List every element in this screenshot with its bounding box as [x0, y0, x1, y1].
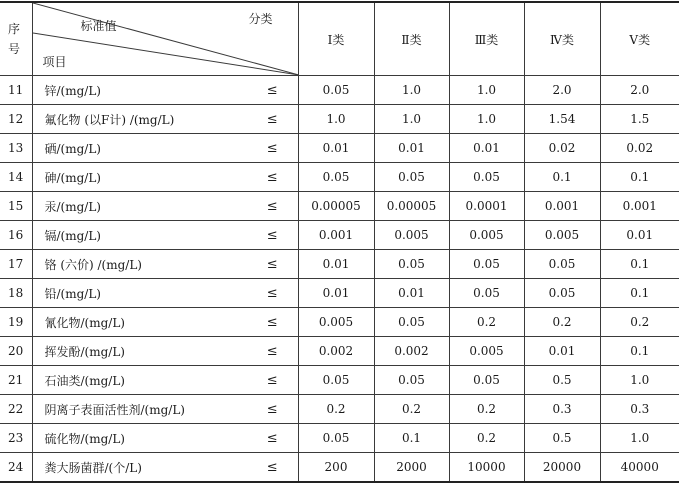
row-class-5-value: 1.0 [600, 366, 679, 395]
header-seq-number [0, 2, 32, 76]
row-class-3-value: 0.2 [449, 395, 524, 424]
row-class-5-value: 1.5 [600, 105, 679, 134]
row-class-4-value: 0.02 [524, 134, 600, 163]
row-item-name: 铬 (六价) /(mg/L) [32, 250, 237, 279]
row-item-name: 阴离子表面活性剂/(mg/L) [32, 395, 237, 424]
row-item-name: 石油类/(mg/L) [32, 366, 237, 395]
row-class-5-value: 0.1 [600, 250, 679, 279]
row-class-5-value: 0.3 [600, 395, 679, 424]
row-item-name: 砷/(mg/L) [32, 163, 237, 192]
row-class-3-value: 0.005 [449, 337, 524, 366]
row-class-2-value: 2000 [374, 453, 449, 483]
row-class-3-value: 0.05 [449, 250, 524, 279]
header-class-1: Ⅰ类 [298, 2, 374, 76]
row-class-1-value: 0.00005 [298, 192, 374, 221]
row-seq-number: 19 [0, 308, 32, 337]
row-operator: ≤ [237, 279, 298, 308]
table-row [0, 308, 679, 337]
row-class-3-value: 0.01 [449, 134, 524, 163]
table-row [0, 221, 679, 250]
row-operator: ≤ [237, 308, 298, 337]
table-row [0, 76, 679, 105]
row-operator: ≤ [237, 395, 298, 424]
row-class-3-value: 0.005 [449, 221, 524, 250]
table-row [0, 337, 679, 366]
row-class-4-value: 0.01 [524, 337, 600, 366]
row-class-3-value: 1.0 [449, 76, 524, 105]
row-item-name: 硫化物/(mg/L) [32, 424, 237, 453]
row-class-1-value: 0.05 [298, 366, 374, 395]
row-class-3-value: 0.0001 [449, 192, 524, 221]
row-class-2-value: 0.2 [374, 395, 449, 424]
row-class-4-value: 0.2 [524, 308, 600, 337]
row-class-2-value: 0.1 [374, 424, 449, 453]
row-item-name: 挥发酚/(mg/L) [32, 337, 237, 366]
row-class-4-value: 0.1 [524, 163, 600, 192]
row-class-2-value: 1.0 [374, 76, 449, 105]
row-class-4-value: 0.001 [524, 192, 600, 221]
table-row [0, 192, 679, 221]
row-class-2-value: 0.05 [374, 366, 449, 395]
row-class-2-value: 0.05 [374, 308, 449, 337]
row-class-5-value: 2.0 [600, 76, 679, 105]
row-seq-number: 16 [0, 221, 32, 250]
row-item-name: 铅/(mg/L) [32, 279, 237, 308]
row-item-name: 硒/(mg/L) [32, 134, 237, 163]
row-class-3-value: 1.0 [449, 105, 524, 134]
table-row [0, 424, 679, 453]
row-class-4-value: 2.0 [524, 76, 600, 105]
row-item-name: 氰化物/(mg/L) [32, 308, 237, 337]
table-body [0, 76, 679, 483]
row-operator: ≤ [237, 250, 298, 279]
row-item-name: 氟化物 (以F计) /(mg/L) [32, 105, 237, 134]
row-operator: ≤ [237, 134, 298, 163]
row-class-4-value: 0.05 [524, 250, 600, 279]
row-class-4-value: 0.5 [524, 424, 600, 453]
header-standard-label: 标准值 [80, 19, 117, 33]
row-item-name: 粪大肠菌群/(个/L) [32, 453, 237, 483]
table-row [0, 250, 679, 279]
row-seq-number: 17 [0, 250, 32, 279]
row-class-1-value: 1.0 [298, 105, 374, 134]
row-class-4-value: 20000 [524, 453, 600, 483]
table-row [0, 105, 679, 134]
row-seq-number: 22 [0, 395, 32, 424]
header-seq-char1: 序 [8, 22, 21, 36]
row-operator: ≤ [237, 163, 298, 192]
row-class-1-value: 0.05 [298, 424, 374, 453]
row-seq-number: 11 [0, 76, 32, 105]
row-class-1-value: 0.01 [298, 250, 374, 279]
row-item-name: 锌/(mg/L) [32, 76, 237, 105]
row-class-2-value: 0.005 [374, 221, 449, 250]
header-class-4: Ⅳ类 [524, 2, 600, 76]
row-class-1-value: 0.01 [298, 279, 374, 308]
header-seq-char2: 号 [8, 42, 21, 56]
row-class-2-value: 1.0 [374, 105, 449, 134]
row-operator: ≤ [237, 424, 298, 453]
row-operator: ≤ [237, 192, 298, 221]
row-operator: ≤ [237, 337, 298, 366]
table-row [0, 279, 679, 308]
table-row [0, 453, 679, 483]
row-seq-number: 14 [0, 163, 32, 192]
row-seq-number: 21 [0, 366, 32, 395]
row-class-3-value: 10000 [449, 453, 524, 483]
row-class-5-value: 0.1 [600, 337, 679, 366]
row-class-1-value: 0.05 [298, 76, 374, 105]
table-row [0, 163, 679, 192]
row-class-4-value: 0.3 [524, 395, 600, 424]
row-class-5-value: 0.2 [600, 308, 679, 337]
row-seq-number: 18 [0, 279, 32, 308]
header-class-2: Ⅱ类 [374, 2, 449, 76]
row-seq-number: 12 [0, 105, 32, 134]
row-seq-number: 13 [0, 134, 32, 163]
table-header-row [0, 2, 679, 76]
row-operator: ≤ [237, 366, 298, 395]
header-class-5: Ⅴ类 [600, 2, 679, 76]
row-class-1-value: 0.002 [298, 337, 374, 366]
row-seq-number: 24 [0, 453, 32, 483]
header-diagonal-cell [32, 2, 298, 76]
row-class-3-value: 0.05 [449, 163, 524, 192]
row-class-3-value: 0.2 [449, 308, 524, 337]
table-row [0, 366, 679, 395]
row-operator: ≤ [237, 76, 298, 105]
row-class-5-value: 0.02 [600, 134, 679, 163]
row-class-1-value: 0.001 [298, 221, 374, 250]
row-operator: ≤ [237, 105, 298, 134]
row-class-1-value: 200 [298, 453, 374, 483]
row-class-2-value: 0.01 [374, 279, 449, 308]
row-class-2-value: 0.00005 [374, 192, 449, 221]
row-class-5-value: 1.0 [600, 424, 679, 453]
row-class-2-value: 0.05 [374, 163, 449, 192]
row-class-4-value: 1.54 [524, 105, 600, 134]
row-class-3-value: 0.05 [449, 366, 524, 395]
row-class-4-value: 0.05 [524, 279, 600, 308]
water-quality-standard-table [0, 1, 679, 483]
row-class-3-value: 0.2 [449, 424, 524, 453]
row-class-1-value: 0.005 [298, 308, 374, 337]
row-class-1-value: 0.05 [298, 163, 374, 192]
row-class-1-value: 0.01 [298, 134, 374, 163]
table-row [0, 395, 679, 424]
row-class-3-value: 0.05 [449, 279, 524, 308]
row-class-1-value: 0.2 [298, 395, 374, 424]
row-seq-number: 23 [0, 424, 32, 453]
row-class-2-value: 0.05 [374, 250, 449, 279]
row-class-2-value: 0.01 [374, 134, 449, 163]
table-row [0, 134, 679, 163]
row-class-5-value: 0.01 [600, 221, 679, 250]
row-class-5-value: 0.1 [600, 279, 679, 308]
row-operator: ≤ [237, 453, 298, 483]
row-item-name: 汞/(mg/L) [32, 192, 237, 221]
row-class-5-value: 40000 [600, 453, 679, 483]
row-class-5-value: 0.001 [600, 192, 679, 221]
row-class-4-value: 0.005 [524, 221, 600, 250]
row-operator: ≤ [237, 221, 298, 250]
row-class-2-value: 0.002 [374, 337, 449, 366]
header-category-label: 分类 [248, 12, 273, 26]
row-class-4-value: 0.5 [524, 366, 600, 395]
row-seq-number: 20 [0, 337, 32, 366]
header-class-3: Ⅲ类 [449, 2, 524, 76]
header-item-label: 项目 [42, 55, 67, 69]
row-seq-number: 15 [0, 192, 32, 221]
row-item-name: 镉/(mg/L) [32, 221, 237, 250]
row-class-5-value: 0.1 [600, 163, 679, 192]
